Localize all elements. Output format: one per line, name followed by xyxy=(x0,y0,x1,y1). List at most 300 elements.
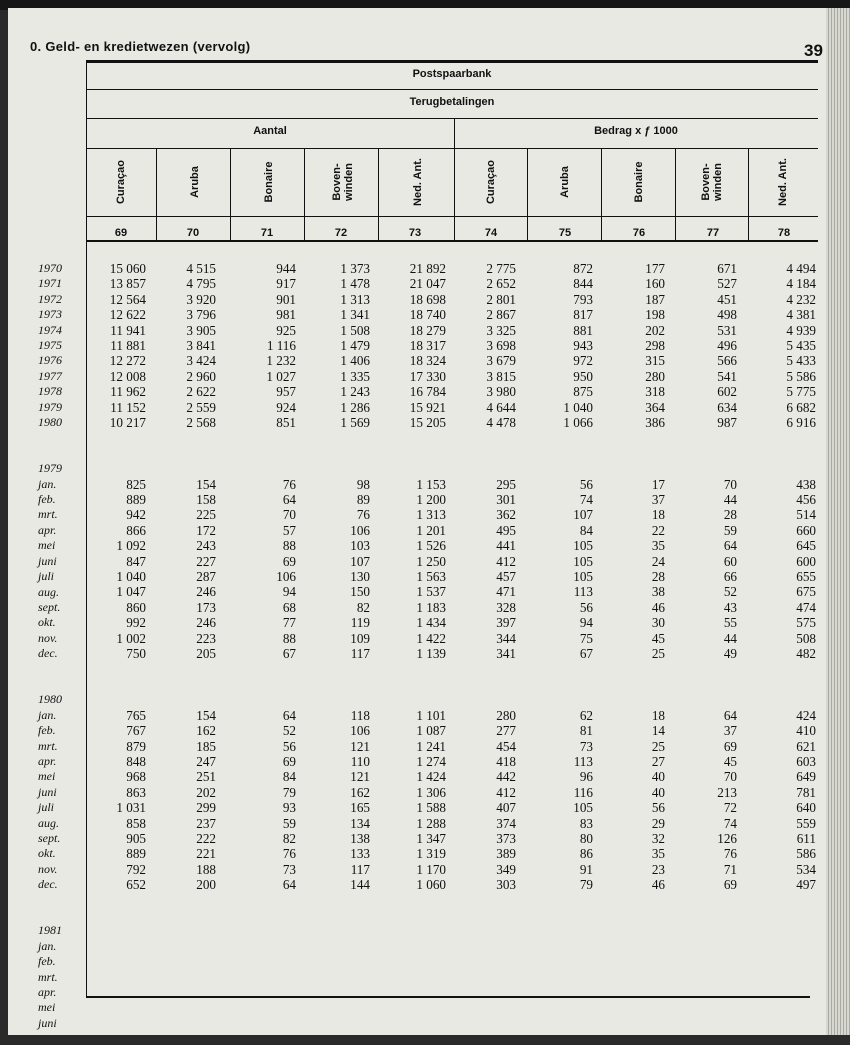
col-header-bovenwinden: Boven- winden xyxy=(331,163,355,201)
cell-month-1980: 83 xyxy=(579,815,593,831)
row-label-month: jan. xyxy=(38,476,57,491)
cell-month-1979: 1 092 xyxy=(116,538,146,554)
cell-annual: 531 xyxy=(717,322,737,338)
col-divider xyxy=(675,148,676,242)
cell-month-1980: 64 xyxy=(282,877,296,893)
cell-annual: 1 066 xyxy=(563,415,593,431)
cell-month-1980: 1 101 xyxy=(416,707,446,723)
cell-month-1980: 247 xyxy=(196,753,216,769)
cell-annual: 16 784 xyxy=(409,384,446,400)
row-label-year: 1971 xyxy=(38,276,62,291)
cell-annual: 15 921 xyxy=(409,399,446,415)
cell-month-1979: 412 xyxy=(496,553,516,569)
cell-annual: 12 008 xyxy=(109,368,146,384)
cell-annual: 13 857 xyxy=(109,276,146,292)
cell-month-1980: 603 xyxy=(796,753,816,769)
cell-month-1980: 59 xyxy=(282,815,296,831)
cell-month-1979: 1 002 xyxy=(116,630,146,646)
cell-month-1979: 173 xyxy=(196,599,216,615)
cell-month-1979: 64 xyxy=(282,492,296,508)
col-header-nedant-2: Ned. Ant. xyxy=(777,158,789,206)
cell-annual: 1 569 xyxy=(340,415,370,431)
cell-annual: 3 698 xyxy=(486,338,516,354)
col-number: 76 xyxy=(632,227,646,239)
cell-month-1979: 74 xyxy=(579,492,593,508)
col-number: 74 xyxy=(484,227,498,239)
cell-month-1979: 655 xyxy=(796,569,816,585)
cell-month-1980: 82 xyxy=(282,830,296,846)
cell-annual: 4 494 xyxy=(786,261,816,276)
row-label-year: 1972 xyxy=(38,291,62,306)
cell-month-1979: 1 153 xyxy=(416,476,446,492)
cell-month-1979: 225 xyxy=(196,507,216,523)
cell-month-1980: 25 xyxy=(651,738,665,754)
cell-annual: 5 435 xyxy=(786,338,816,354)
cell-month-1979: 1 563 xyxy=(416,569,446,585)
data-column xyxy=(677,261,737,893)
cell-annual: 875 xyxy=(573,384,593,400)
cell-annual: 6 682 xyxy=(786,399,816,415)
data-column xyxy=(603,261,665,893)
cell-month-1980: 84 xyxy=(282,769,296,785)
cell-annual: 844 xyxy=(573,276,593,292)
row-label-year: 1977 xyxy=(38,368,62,383)
row-labels xyxy=(38,261,62,1031)
cell-month-1980: 81 xyxy=(579,723,593,739)
cell-month-1980: 879 xyxy=(126,738,146,754)
cell-month-1980: 277 xyxy=(496,723,516,739)
row-label-year: 1978 xyxy=(38,384,62,399)
cell-month-1980: 73 xyxy=(282,861,296,877)
cell-month-1980: 154 xyxy=(196,707,216,723)
col-header-aruba: Aruba xyxy=(189,166,201,198)
cell-annual: 541 xyxy=(717,368,737,384)
cell-month-1979: 158 xyxy=(196,492,216,508)
cell-month-1979: 246 xyxy=(196,584,216,600)
cell-month-1980: 1 306 xyxy=(416,784,446,800)
row-label-month: feb. xyxy=(38,723,56,738)
cell-month-1979: 866 xyxy=(126,522,146,538)
cell-month-1980: 389 xyxy=(496,846,516,862)
cell-month-1979: 1 537 xyxy=(416,584,446,600)
cell-month-1979: 992 xyxy=(126,615,146,631)
bottom-rule xyxy=(86,996,810,998)
cell-month-1979: 67 xyxy=(579,646,593,662)
row-label-month: juli xyxy=(38,569,55,584)
cell-month-1979: 287 xyxy=(196,569,216,585)
cell-annual: 943 xyxy=(573,338,593,354)
cell-month-1979: 860 xyxy=(126,599,146,615)
cell-month-1980: 621 xyxy=(796,738,816,754)
data-column xyxy=(529,261,593,893)
cell-month-1979: 113 xyxy=(573,584,593,600)
cell-month-1980: 781 xyxy=(796,784,816,800)
cell-month-1979: 645 xyxy=(796,538,816,554)
cell-month-1980: 134 xyxy=(350,815,370,831)
cell-month-1979: 25 xyxy=(651,646,665,662)
col-divider xyxy=(230,148,231,242)
rule-bank xyxy=(86,89,818,90)
row-label-month: okt. xyxy=(38,615,56,630)
cell-annual: 3 796 xyxy=(186,307,216,323)
cell-month-1980: 69 xyxy=(282,753,296,769)
cell-month-1980: 52 xyxy=(282,723,296,739)
row-label-year-1981: 1981 xyxy=(38,923,62,938)
cell-month-1979: 88 xyxy=(282,630,296,646)
cell-annual: 925 xyxy=(276,322,296,338)
cell-month-1979: 438 xyxy=(796,476,816,492)
row-label-year: 1973 xyxy=(38,307,62,322)
cell-month-1979: 75 xyxy=(579,630,593,646)
cell-month-1979: 35 xyxy=(651,538,665,554)
rule-colnums xyxy=(86,240,818,242)
cell-month-1980: 1 288 xyxy=(416,815,446,831)
cell-month-1979: 243 xyxy=(196,538,216,554)
row-label-year: 1974 xyxy=(38,322,62,337)
cell-annual: 901 xyxy=(276,291,296,307)
row-label-month: sept. xyxy=(38,830,61,845)
cell-month-1979: 471 xyxy=(496,584,516,600)
cell-month-1980: 72 xyxy=(723,800,737,816)
row-label-year-1979: 1979 xyxy=(38,461,62,476)
cell-month-1980: 73 xyxy=(579,738,593,754)
cell-month-1979: 28 xyxy=(651,569,665,585)
cell-month-1980: 62 xyxy=(579,707,593,723)
cell-month-1979: 1 183 xyxy=(416,599,446,615)
cell-annual: 793 xyxy=(573,291,593,307)
cell-month-1980: 1 170 xyxy=(416,861,446,877)
col-number: 69 xyxy=(114,227,128,239)
cell-month-1980: 1 241 xyxy=(416,738,446,754)
cell-annual: 2 960 xyxy=(186,368,216,384)
cell-month-1980: 18 xyxy=(651,707,665,723)
cell-annual: 602 xyxy=(717,384,737,400)
rule-columns xyxy=(86,216,818,217)
cell-month-1979: 52 xyxy=(723,584,737,600)
cell-annual: 10 217 xyxy=(109,415,146,431)
cell-month-1980: 93 xyxy=(282,800,296,816)
cell-month-1980: 418 xyxy=(496,753,516,769)
cell-month-1979: 1 047 xyxy=(116,584,146,600)
col-divider xyxy=(601,148,602,242)
cell-annual: 318 xyxy=(645,384,665,400)
cell-month-1979: 44 xyxy=(723,630,737,646)
col-header-aruba-2: Aruba xyxy=(559,166,571,198)
row-label-month: jan. xyxy=(38,707,57,722)
cell-annual: 3 905 xyxy=(186,322,216,338)
cell-annual: 3 815 xyxy=(486,368,516,384)
cell-month-1980: 113 xyxy=(573,753,593,769)
cell-month-1980: 1 424 xyxy=(416,769,446,785)
cell-month-1980: 56 xyxy=(651,800,665,816)
row-label-month: dec. xyxy=(38,877,58,892)
cell-month-1979: 59 xyxy=(723,522,737,538)
cell-annual: 496 xyxy=(717,338,737,354)
cell-annual: 12 622 xyxy=(109,307,146,323)
cell-month-1980: 442 xyxy=(496,769,516,785)
cell-annual: 1 286 xyxy=(340,399,370,415)
cell-month-1979: 44 xyxy=(723,492,737,508)
cell-annual: 451 xyxy=(717,291,737,307)
cell-month-1980: 889 xyxy=(126,846,146,862)
cell-month-1980: 424 xyxy=(796,707,816,723)
cell-annual: 981 xyxy=(276,307,296,323)
cell-month-1979: 1 040 xyxy=(116,569,146,585)
cell-month-1980: 202 xyxy=(196,784,216,800)
col-divider xyxy=(378,148,379,242)
cell-month-1979: 89 xyxy=(356,492,370,508)
cell-annual: 4 381 xyxy=(786,307,816,323)
cell-month-1980: 1 319 xyxy=(416,846,446,862)
row-label-month: mei xyxy=(38,769,56,784)
cell-annual: 2 652 xyxy=(486,276,516,292)
row-label-month: mei xyxy=(38,538,56,553)
cell-annual: 1 116 xyxy=(266,338,296,354)
cell-month-1979: 76 xyxy=(356,507,370,523)
cell-annual: 3 679 xyxy=(486,353,516,369)
cell-month-1979: 1 201 xyxy=(416,522,446,538)
cell-annual: 298 xyxy=(645,338,665,354)
row-label-month: juni xyxy=(38,784,57,799)
cell-month-1979: 22 xyxy=(651,522,665,538)
row-label-year-1980: 1980 xyxy=(38,692,62,707)
cell-month-1980: 76 xyxy=(282,846,296,862)
cell-month-1980: 74 xyxy=(723,815,737,831)
col-header-bovenwinden-2: Boven- winden xyxy=(700,163,724,201)
cell-month-1979: 482 xyxy=(796,646,816,662)
cell-annual: 11 152 xyxy=(110,399,146,415)
cell-month-1979: 105 xyxy=(573,569,593,585)
cell-month-1979: 457 xyxy=(496,569,516,585)
cell-month-1979: 56 xyxy=(579,599,593,615)
row-label-month: apr. xyxy=(38,985,57,999)
cell-month-1980: 559 xyxy=(796,815,816,831)
cell-month-1979: 106 xyxy=(350,522,370,538)
cell-annual: 364 xyxy=(645,399,665,415)
cell-month-1980: 765 xyxy=(126,707,146,723)
cell-month-1980: 611 xyxy=(796,830,816,846)
cell-annual: 527 xyxy=(717,276,737,292)
cell-month-1980: 96 xyxy=(579,769,593,785)
cell-annual: 15 205 xyxy=(409,415,446,431)
row-label-year: 1979 xyxy=(38,399,62,414)
cell-month-1980: 110 xyxy=(350,753,370,769)
cell-month-1979: 172 xyxy=(196,522,216,538)
cell-annual: 2 568 xyxy=(186,415,216,431)
row-label-month: apr. xyxy=(38,522,57,537)
cell-month-1979: 441 xyxy=(496,538,516,554)
cell-month-1980: 133 xyxy=(350,846,370,862)
row-label-year: 1970 xyxy=(38,261,62,275)
cell-annual: 5 586 xyxy=(786,368,816,384)
cell-month-1980: 213 xyxy=(717,784,737,800)
cell-month-1979: 106 xyxy=(276,569,296,585)
cell-month-1979: 223 xyxy=(196,630,216,646)
cell-month-1980: 534 xyxy=(796,861,816,877)
cell-month-1979: 67 xyxy=(282,646,296,662)
cell-annual: 5 433 xyxy=(786,353,816,369)
cell-annual: 1 406 xyxy=(340,353,370,369)
cell-month-1980: 968 xyxy=(126,769,146,785)
col-header-curacao-2: Curaçao xyxy=(485,159,497,205)
cell-month-1979: 508 xyxy=(796,630,816,646)
cell-month-1980: 162 xyxy=(350,784,370,800)
cell-month-1980: 79 xyxy=(282,784,296,800)
cell-month-1980: 1 031 xyxy=(116,800,146,816)
cell-month-1980: 586 xyxy=(796,846,816,862)
cell-annual: 18 317 xyxy=(409,338,446,354)
cell-annual: 17 330 xyxy=(409,368,446,384)
cell-month-1979: 456 xyxy=(796,492,816,508)
col-number: 72 xyxy=(334,227,348,239)
data-column xyxy=(380,261,446,893)
cell-annual: 21 892 xyxy=(409,261,446,276)
row-label-month: feb. xyxy=(38,954,56,969)
cell-month-1980: 40 xyxy=(651,769,665,785)
cell-annual: 957 xyxy=(276,384,296,400)
cell-month-1979: 28 xyxy=(723,507,737,523)
cell-month-1980: 374 xyxy=(496,815,516,831)
cell-annual: 4 478 xyxy=(486,415,516,431)
cell-month-1980: 1 087 xyxy=(416,723,446,739)
cell-month-1979: 675 xyxy=(796,584,816,600)
cell-annual: 6 916 xyxy=(786,415,816,431)
cell-month-1979: 69 xyxy=(282,553,296,569)
cell-month-1979: 56 xyxy=(579,476,593,492)
cell-annual: 11 941 xyxy=(110,322,146,338)
cell-month-1979: 107 xyxy=(573,507,593,523)
cell-month-1979: 1 526 xyxy=(416,538,446,554)
cell-month-1979: 109 xyxy=(350,630,370,646)
cell-annual: 851 xyxy=(276,415,296,431)
cell-annual: 3 980 xyxy=(486,384,516,400)
cell-annual: 881 xyxy=(573,322,593,338)
cell-month-1980: 121 xyxy=(350,769,370,785)
cell-annual: 987 xyxy=(717,415,737,431)
cell-month-1979: 341 xyxy=(496,646,516,662)
data-column xyxy=(750,261,816,893)
cell-month-1979: 942 xyxy=(126,507,146,523)
cell-month-1980: 373 xyxy=(496,830,516,846)
cell-annual: 15 060 xyxy=(109,261,146,276)
cell-annual: 3 920 xyxy=(186,291,216,307)
cell-month-1979: 119 xyxy=(350,615,370,631)
cell-annual: 917 xyxy=(276,276,296,292)
row-label-month: mei xyxy=(38,1000,56,1015)
cell-month-1979: 495 xyxy=(496,522,516,538)
cell-annual: 566 xyxy=(717,353,737,369)
row-label-month: sept. xyxy=(38,599,61,614)
cell-month-1979: 825 xyxy=(126,476,146,492)
header-group-bedrag: Bedrag x ƒ 1000 xyxy=(594,125,678,137)
row-label-month: jan. xyxy=(38,938,57,953)
cell-annual: 18 698 xyxy=(409,291,446,307)
rule-group xyxy=(86,148,818,149)
cell-annual: 386 xyxy=(645,415,665,431)
cell-month-1979: 514 xyxy=(796,507,816,523)
data-column xyxy=(158,261,216,893)
cell-month-1979: 94 xyxy=(579,615,593,631)
row-label-month: aug. xyxy=(38,584,59,599)
cell-month-1979: 105 xyxy=(573,553,593,569)
cell-annual: 1 232 xyxy=(266,353,296,369)
cell-month-1980: 454 xyxy=(496,738,516,754)
cell-annual: 177 xyxy=(645,261,665,276)
cell-month-1980: 14 xyxy=(651,723,665,739)
cell-month-1980: 649 xyxy=(796,769,816,785)
cell-month-1980: 69 xyxy=(723,877,737,893)
cell-month-1979: 362 xyxy=(496,507,516,523)
col-number: 70 xyxy=(186,227,200,239)
cell-month-1980: 35 xyxy=(651,846,665,862)
row-label-month: aug. xyxy=(38,815,59,830)
cell-month-1980: 23 xyxy=(651,861,665,877)
col-header-bonaire-2: Bonaire xyxy=(633,161,645,203)
cell-annual: 11 881 xyxy=(110,338,146,354)
cell-month-1979: 847 xyxy=(126,553,146,569)
row-label-month: dec. xyxy=(38,646,58,661)
cell-month-1979: 344 xyxy=(496,630,516,646)
cell-month-1980: 80 xyxy=(579,830,593,846)
data-column xyxy=(456,261,516,893)
col-header-bonaire: Bonaire xyxy=(263,161,275,203)
cell-month-1980: 32 xyxy=(651,830,665,846)
cell-annual: 18 740 xyxy=(409,307,446,323)
cell-month-1980: 117 xyxy=(350,861,370,877)
cell-annual: 4 795 xyxy=(186,276,216,292)
cell-month-1980: 29 xyxy=(651,815,665,831)
cell-annual: 1 335 xyxy=(340,368,370,384)
cell-annual: 1 243 xyxy=(340,384,370,400)
cell-month-1979: 103 xyxy=(350,538,370,554)
cell-month-1980: 79 xyxy=(579,877,593,893)
cell-month-1979: 24 xyxy=(651,553,665,569)
cell-month-1980: 1 347 xyxy=(416,830,446,846)
cell-annual: 2 559 xyxy=(186,399,216,415)
row-label-month: juni xyxy=(38,553,57,568)
cell-month-1979: 98 xyxy=(356,476,370,492)
cell-annual: 924 xyxy=(276,399,296,415)
cell-month-1979: 107 xyxy=(350,553,370,569)
cell-annual: 11 962 xyxy=(110,384,146,400)
cell-month-1980: 792 xyxy=(126,861,146,877)
cell-month-1980: 116 xyxy=(573,784,593,800)
cell-annual: 280 xyxy=(645,368,665,384)
cell-annual: 1 027 xyxy=(266,368,296,384)
cell-month-1980: 652 xyxy=(126,877,146,893)
cell-month-1980: 46 xyxy=(651,877,665,893)
row-label-month: nov. xyxy=(38,630,58,645)
row-label-month: feb. xyxy=(38,492,56,507)
cell-month-1979: 38 xyxy=(651,584,665,600)
header-bank: Postspaarbank xyxy=(412,68,492,80)
cell-month-1979: 17 xyxy=(651,476,665,492)
cell-month-1980: 412 xyxy=(496,784,516,800)
document-page xyxy=(8,8,826,1035)
cell-month-1980: 40 xyxy=(651,784,665,800)
cell-month-1980: 144 xyxy=(350,877,370,893)
cell-annual: 4 184 xyxy=(786,276,816,292)
cell-month-1979: 205 xyxy=(196,646,216,662)
col-number: 75 xyxy=(558,227,572,239)
cell-annual: 872 xyxy=(573,261,593,276)
cell-annual: 12 564 xyxy=(109,291,146,307)
cell-annual: 950 xyxy=(573,368,593,384)
cell-month-1980: 86 xyxy=(579,846,593,862)
top-rule xyxy=(86,60,818,63)
col-header-curacao: Curaçao xyxy=(115,159,127,205)
cell-month-1980: 76 xyxy=(723,846,737,862)
